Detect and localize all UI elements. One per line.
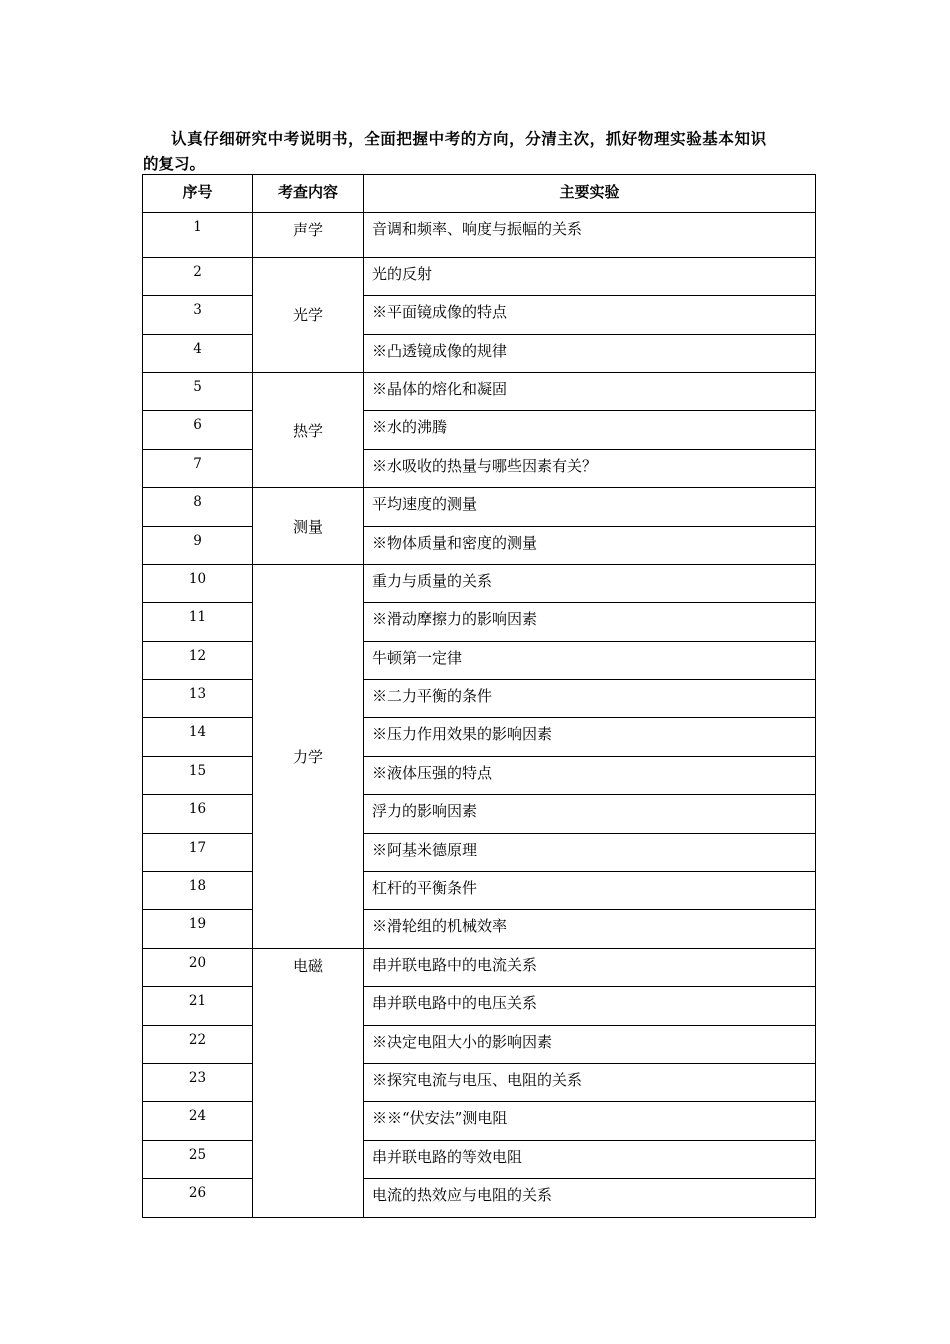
row-number: 5	[143, 372, 253, 410]
row-number: 12	[143, 641, 253, 679]
experiment-name: ※压力作用效果的影响因素	[364, 718, 816, 756]
table-row	[143, 213, 816, 257]
experiment-name: 串并联电路中的电压关系	[364, 987, 816, 1025]
row-number: 22	[143, 1025, 253, 1063]
experiment-name: 光的反射	[364, 257, 816, 295]
table-row	[143, 1179, 816, 1217]
experiment-name: ※探究电流与电压、电阻的关系	[364, 1063, 816, 1101]
experiment-name: ※液体压强的特点	[364, 756, 816, 794]
experiment-name: 电流的热效应与电阻的关系	[364, 1179, 816, 1217]
intro-line-1: 认真仔细研究中考说明书，全面把握中考的方向，分清主次，抓好物理实验基本知识	[171, 129, 767, 148]
table-row	[143, 641, 816, 679]
table-row	[143, 718, 816, 756]
row-number: 18	[143, 872, 253, 910]
header-experiment: 主要实验	[364, 175, 816, 213]
table-row	[143, 756, 816, 794]
table-row	[143, 449, 816, 487]
row-number: 15	[143, 756, 253, 794]
table-row	[143, 603, 816, 641]
experiments-table	[142, 174, 816, 1218]
experiment-name: ※二力平衡的条件	[364, 680, 816, 718]
row-number: 13	[143, 680, 253, 718]
experiment-name: 杠杆的平衡条件	[364, 872, 816, 910]
row-number: 16	[143, 795, 253, 833]
table-row	[143, 833, 816, 871]
experiment-name: ※水吸收的热量与哪些因素有关？	[364, 449, 816, 487]
category-measurement: 测量	[253, 488, 364, 565]
category-mechanics: 力学	[253, 564, 364, 948]
row-number: 7	[143, 449, 253, 487]
table-row	[143, 488, 816, 526]
table-row	[143, 910, 816, 948]
table-row	[143, 872, 816, 910]
row-number: 10	[143, 564, 253, 602]
table-row	[143, 680, 816, 718]
header-topic: 考查内容	[253, 175, 364, 213]
row-number: 19	[143, 910, 253, 948]
table-row	[143, 334, 816, 372]
experiment-name: 平均速度的测量	[364, 488, 816, 526]
table-row	[143, 1140, 816, 1178]
row-number: 14	[143, 718, 253, 756]
table-row	[143, 296, 816, 334]
experiment-name: ※晶体的熔化和凝固	[364, 372, 816, 410]
experiment-name: ※水的沸腾	[364, 411, 816, 449]
experiment-name: ※阿基米德原理	[364, 833, 816, 871]
table-row	[143, 987, 816, 1025]
experiment-name: ※平面镜成像的特点	[364, 296, 816, 334]
experiment-name: 重力与质量的关系	[364, 564, 816, 602]
table-row	[143, 948, 816, 986]
table-row	[143, 564, 816, 602]
row-number: 26	[143, 1179, 253, 1217]
experiment-name: ※滑动摩擦力的影响因素	[364, 603, 816, 641]
category-thermal: 热学	[253, 372, 364, 487]
header-number: 序号	[143, 175, 253, 213]
row-number: 8	[143, 488, 253, 526]
category-optics: 光学	[253, 257, 364, 372]
row-number: 4	[143, 334, 253, 372]
row-number: 25	[143, 1140, 253, 1178]
row-number: 17	[143, 833, 253, 871]
experiment-name: 音调和频率、响度与振幅的关系	[364, 213, 816, 257]
table-row	[143, 795, 816, 833]
experiment-name: ※※“伏安法”测电阻	[364, 1102, 816, 1140]
row-number: 21	[143, 987, 253, 1025]
table-row	[143, 526, 816, 564]
experiment-name: ※决定电阻大小的影响因素	[364, 1025, 816, 1063]
category-electromagnetism: 电磁	[253, 948, 364, 1217]
table-row	[143, 257, 816, 295]
row-number: 3	[143, 296, 253, 334]
experiment-name: 浮力的影响因素	[364, 795, 816, 833]
table-row	[143, 1102, 816, 1140]
experiment-name: 串并联电路中的电流关系	[364, 948, 816, 986]
table-row	[143, 1025, 816, 1063]
row-number: 11	[143, 603, 253, 641]
table-row	[143, 411, 816, 449]
row-number: 20	[143, 948, 253, 986]
experiment-name: 牛顿第一定律	[364, 641, 816, 679]
row-number: 24	[143, 1102, 253, 1140]
experiment-name: ※物体质量和密度的测量	[364, 526, 816, 564]
intro-line-2: 的复习。	[143, 154, 206, 173]
row-number: 9	[143, 526, 253, 564]
table-row	[143, 1063, 816, 1101]
table-header-row	[143, 175, 816, 213]
experiment-name: ※凸透镜成像的规律	[364, 334, 816, 372]
experiment-name: ※滑轮组的机械效率	[364, 910, 816, 948]
row-number: 23	[143, 1063, 253, 1101]
experiment-name: 串并联电路的等效电阻	[364, 1140, 816, 1178]
category-acoustics: 声学	[253, 213, 364, 257]
row-number: 6	[143, 411, 253, 449]
table-row	[143, 372, 816, 410]
intro-paragraph	[143, 126, 815, 176]
row-number: 2	[143, 257, 253, 295]
row-number: 1	[143, 213, 253, 257]
